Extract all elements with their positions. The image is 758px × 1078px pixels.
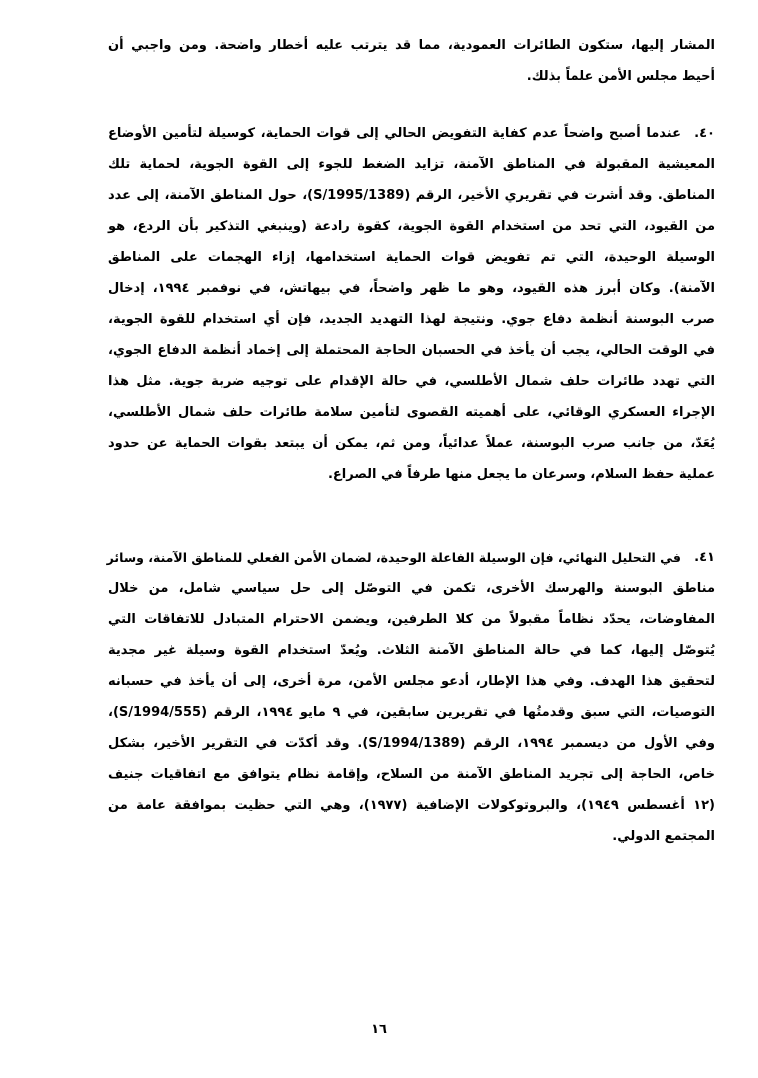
paragraph-41 (108, 547, 715, 857)
text-line: في التحليل النهائي، فإن الوسيلة الفاعلة الوحيدة، لضمان الأمن الفعلي للمناطق الآمنة، وسائر (106, 550, 681, 565)
text-line: مناطق البوسنة والهرسك الأخرى، تكمن في التوصّل إلى حل سياسي شامل، من خلال (108, 581, 715, 596)
text-line: عملية حفظ السلام، وسرعان ما يجعل منها طرفاً في الصراع. (327, 467, 715, 482)
text-line: صرب البوسنة أنظمة دفاع جوي. ونتيجة لهذا التهديد الجديد، فإن أي استخدام للقوة الجوية، (108, 312, 715, 327)
paragraph-continuation (108, 35, 715, 97)
text-line: المناطق. وقد أشرت في تقريري الأخير، الرقم (S/1995/1389)، حول المناطق الآمنة، إلى عدد (108, 188, 715, 203)
text-line: عندما أصبح واضحاً عدم كفاية التفويض الحالي إلى قوات الحماية، كوسيلة لتأمين الأوضاع (108, 126, 681, 141)
paragraph-number: ٤١. (694, 550, 715, 565)
text-line: وفي الأول من ديسمبر ١٩٩٤، الرقم (S/1994/1389). وقد أكدّت في التقرير الأخير، بشكل (108, 736, 716, 751)
text-line: المشار إليها، ستكون الطائرات العمودية، مما قد يترتب عليه أخطار واضحة. ومن واجبي أن (108, 38, 715, 53)
paragraph-40 (108, 123, 715, 495)
text-line: في الوقت الحالي، يجب أن يأخذ في الحسبان الحاجة المحتملة إلى إخماد أنظمة الدفاع الجوي، (108, 343, 715, 358)
text-line: الإجراء العسكري الوقائي، على أهميته القصوى لتأمين سلامة طائرات حلف شمال الأطلسي، (108, 405, 715, 420)
text-line: من القيود، التي تحد من استخدام القوة الجوية، كقوة رادعة (وينبغي التذكير بأن الردع، هو (108, 219, 715, 234)
text-line: خاص، الحاجة إلى تجريد المناطق الآمنة من السلاح، وإقامة نظام يتوافق مع اتفاقيات جنيف (108, 767, 715, 782)
text-line: المفاوضات، يحدّد نظاماً مقبولاً من كلا الطرفين، ويضمن الاحترام المتبادل للاتفاقات التي (108, 612, 715, 627)
page-number: ١٦ (371, 1022, 387, 1037)
text-line: يُعَدّ، من جانب صرب البوسنة، عملاً عدائياً، ومن ثم، يمكن أن يبتعد بقوات الحماية عن حدود (108, 436, 715, 451)
text-line: التوصيات، التي سبق وقدمتُها في تقريرين سابقين، في ٩ مايو ١٩٩٤، الرقم (S/1994/555)، (108, 705, 716, 720)
paragraph-number: ٤٠. (694, 126, 715, 141)
text-line: المجتمع الدولي. (612, 829, 715, 844)
text-line: لتحقيق هذا الهدف. وفي هذا الإطار، أدعو مجلس الأمن، مرة أخرى، إلى أن يأخذ في حسبانه (108, 674, 715, 689)
text-line: المعيشية المقبولة في المناطق الآمنة، تزايد الضغط للجوء إلى القوة الجوية، لحماية تلك (108, 157, 715, 172)
text-line: (١٢ أغسطس ١٩٤٩)، والبروتوكولات الإضافية (١٩٧٧)، وهي التي حظيت بموافقة عامة من (108, 798, 715, 813)
text-line: يُتوصّل إليها، كما في حالة المناطق الآمنة الثلاث. ويُعدّ استخدام القوة وسيلة غير مجدية (108, 643, 715, 658)
text-line: الآمنة). وكان أبرز هذه القيود، وهو ما ظهر واضحاً، في بيهاتش، في نوفمبر ١٩٩٤، إدخال (108, 281, 716, 296)
text-line: أحيط مجلس الأمن علماً بذلك. (526, 69, 715, 84)
text-line: الوسيلة الوحيدة، التي تم تفويض قوات الحماية استخدامها، إزاء الهجمات على المناطق (108, 250, 715, 265)
text-line: التي تهدد طائرات حلف شمال الأطلسي، في حالة الإقدام على توجيه ضربة جوية. مثل هذا (108, 374, 715, 389)
